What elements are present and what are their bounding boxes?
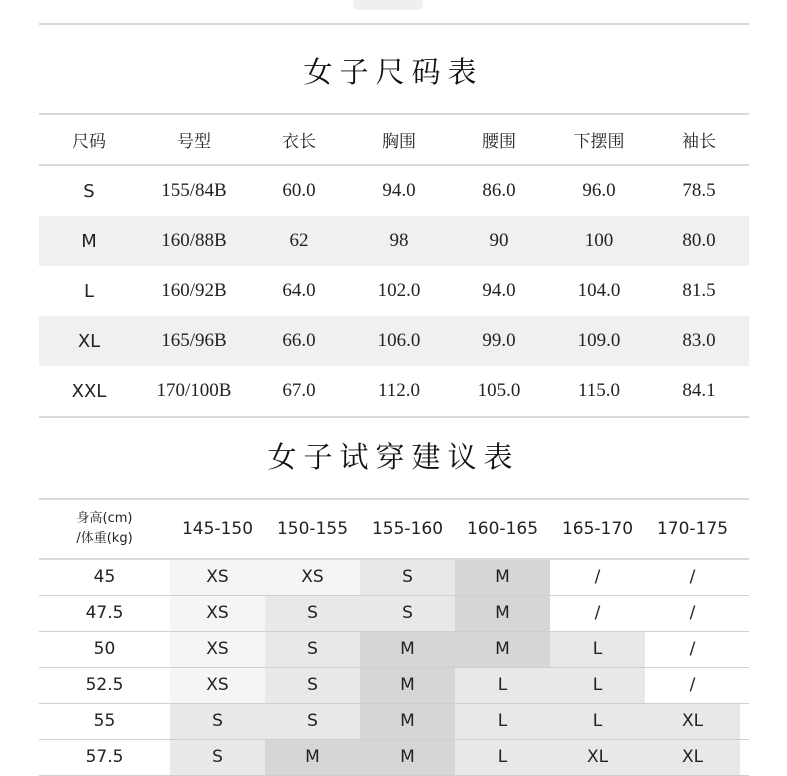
height-header: 155-160 [371, 519, 444, 539]
table-row [39, 668, 749, 704]
recommended-size-cell: XL [550, 740, 645, 775]
height-header: 170-175 [656, 519, 729, 539]
table-row [39, 266, 749, 316]
recommended-size-cell: S [360, 596, 455, 631]
size-label-cell: XL [77, 330, 101, 352]
fit-chart-header-row [39, 500, 749, 560]
measurement-cell: 64.0 [282, 280, 316, 301]
top-divider [39, 23, 749, 25]
recommended-size-cell: / [645, 596, 740, 631]
recommended-size-cell: XL [645, 740, 740, 775]
recommended-size-cell: M [360, 668, 455, 703]
table-row [39, 166, 749, 216]
measurement-cell: 96.0 [582, 180, 616, 201]
recommended-size-cell: S [265, 668, 360, 703]
recommended-size-cell: XS [170, 668, 265, 703]
recommended-size-cell: / [550, 596, 645, 631]
table-row [39, 560, 749, 596]
table-row [39, 216, 749, 266]
recommended-size-cell: L [455, 668, 550, 703]
measurement-cell: 155/84B [161, 180, 227, 201]
measurement-cell: 106.0 [377, 330, 421, 351]
recommended-size-cell: M [360, 704, 455, 739]
weight-cell: 52.5 [39, 668, 170, 703]
size-chart-body [39, 166, 749, 416]
height-header: 165-170 [561, 519, 634, 539]
header-cell: 胸围 [382, 132, 416, 152]
header-cell: 号型 [177, 132, 211, 152]
recommended-size-cell: S [360, 560, 455, 595]
measurement-cell: 165/96B [161, 330, 227, 351]
weight-cell: 55 [39, 704, 170, 739]
measurement-cell: 115.0 [577, 380, 621, 401]
measurement-cell: 160/92B [161, 280, 227, 301]
measurement-cell: 90 [489, 230, 509, 251]
corner-header [39, 509, 170, 549]
size-label-cell: L [83, 280, 95, 302]
size-label-cell: S [83, 180, 95, 202]
measurement-cell: 78.5 [682, 180, 716, 201]
recommended-size-cell: XL [645, 704, 740, 739]
table-row [39, 316, 749, 366]
measurement-cell: 94.0 [482, 280, 516, 301]
header-cell: 衣长 [282, 132, 316, 152]
recommended-size-cell: S [265, 632, 360, 667]
recommended-size-cell: L [455, 704, 550, 739]
size-chart-title: 女子尺码表 [303, 55, 484, 89]
recommended-size-cell: S [265, 704, 360, 739]
size-chart-header-row [39, 115, 749, 166]
measurement-cell: 104.0 [577, 280, 621, 301]
recommended-size-cell: L [550, 704, 645, 739]
weight-cell: 47.5 [39, 596, 170, 631]
recommended-size-cell: S [170, 740, 265, 775]
header-cell: 腰围 [482, 132, 516, 152]
recommended-size-cell: M [455, 596, 550, 631]
recommended-size-cell: XS [170, 560, 265, 595]
measurement-cell: 83.0 [682, 330, 716, 351]
height-header: 145-150 [181, 519, 254, 539]
weight-cell: 57.5 [39, 740, 170, 775]
table-row [39, 740, 749, 776]
recommended-size-cell: S [265, 596, 360, 631]
measurement-cell: 81.5 [682, 280, 716, 301]
table-row [39, 704, 749, 740]
recommended-size-cell: M [455, 560, 550, 595]
table-row [39, 596, 749, 632]
measurement-cell: 105.0 [477, 380, 521, 401]
height-header: 160-165 [466, 519, 539, 539]
recommended-size-cell: XS [170, 632, 265, 667]
header-cell: 袖长 [682, 132, 716, 152]
size-label-cell: XXL [71, 380, 107, 402]
recommended-size-cell: / [645, 668, 740, 703]
measurement-cell: 80.0 [682, 230, 716, 251]
measurement-cell: 170/100B [156, 380, 232, 401]
fit-chart-table [39, 500, 749, 776]
measurement-cell: 86.0 [482, 180, 516, 201]
height-header: 150-155 [276, 519, 349, 539]
measurement-cell: 160/88B [161, 230, 227, 251]
table-row [39, 632, 749, 668]
recommended-size-cell: M [360, 740, 455, 775]
recommended-size-cell: M [360, 632, 455, 667]
measurement-cell: 112.0 [377, 380, 421, 401]
measurement-cell: 100 [584, 230, 614, 251]
measurement-cell: 66.0 [282, 330, 316, 351]
recommended-size-cell: L [550, 632, 645, 667]
recommended-size-cell: L [455, 740, 550, 775]
weight-cell: 45 [39, 560, 170, 595]
recommended-size-cell: / [550, 560, 645, 595]
recommended-size-cell: M [265, 740, 360, 775]
recommended-size-cell: / [645, 632, 740, 667]
measurement-cell: 99.0 [482, 330, 516, 351]
top-tab[interactable] [353, 0, 423, 10]
header-cell: 下摆围 [573, 132, 625, 152]
recommended-size-cell: S [170, 704, 265, 739]
corner-weight-label: /体重(kg) [76, 531, 133, 546]
size-label-cell: M [81, 230, 97, 252]
measurement-cell: 109.0 [577, 330, 621, 351]
recommended-size-cell: L [550, 668, 645, 703]
size-chart-table [39, 113, 749, 418]
measurement-cell: 98 [389, 230, 409, 251]
fit-chart-body [39, 560, 749, 776]
recommended-size-cell: XS [265, 560, 360, 595]
measurement-cell: 94.0 [382, 180, 416, 201]
weight-cell: 50 [39, 632, 170, 667]
table-row [39, 366, 749, 416]
measurement-cell: 67.0 [282, 380, 316, 401]
header-cell: 尺码 [72, 132, 106, 152]
corner-height-label: 身高(cm) [76, 511, 133, 526]
recommended-size-cell: / [645, 560, 740, 595]
measurement-cell: 102.0 [377, 280, 421, 301]
measurement-cell: 84.1 [682, 380, 716, 401]
recommended-size-cell: M [455, 632, 550, 667]
measurement-cell: 62 [289, 230, 309, 251]
recommended-size-cell: XS [170, 596, 265, 631]
fit-chart-title: 女子试穿建议表 [267, 440, 520, 474]
measurement-cell: 60.0 [282, 180, 316, 201]
